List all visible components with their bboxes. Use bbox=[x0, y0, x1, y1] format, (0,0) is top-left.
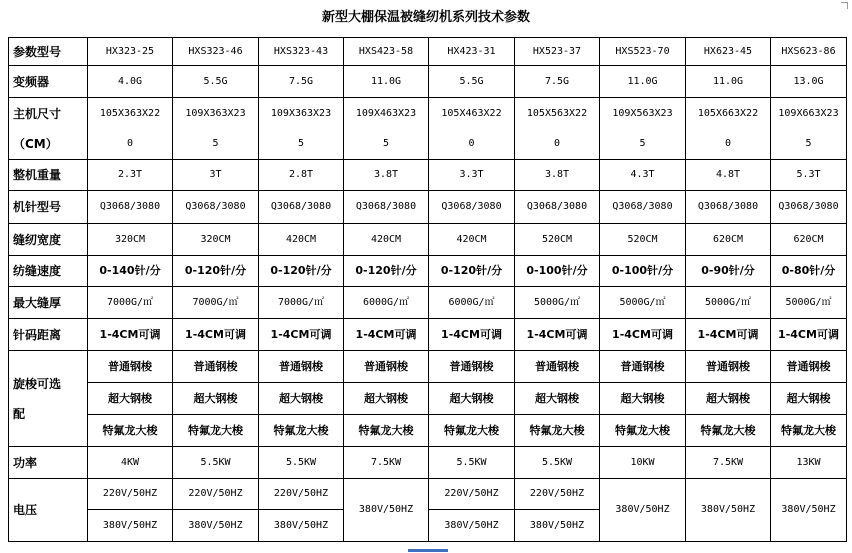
table-cell: 7000G/㎡ bbox=[88, 287, 173, 319]
table-cell: 普通钢梭 bbox=[771, 351, 847, 383]
row-needle bbox=[9, 191, 847, 224]
row-speed bbox=[9, 256, 847, 287]
table-cell: 220V/50HZ bbox=[429, 479, 515, 510]
size-line1: 109X663X23 bbox=[778, 107, 839, 119]
table-cell: Q3068/3080 bbox=[344, 191, 429, 224]
table-cell: 13.0G bbox=[771, 66, 847, 98]
size-line2: 5 bbox=[639, 137, 646, 149]
table-cell: 0-120针/分 bbox=[344, 256, 429, 287]
table-cell: HX523-37 bbox=[515, 38, 600, 66]
row-size bbox=[9, 98, 847, 160]
table-cell: 11.0G bbox=[686, 66, 771, 98]
table-cell: 7.5G bbox=[259, 66, 344, 98]
table-cell: 1-4CM可调 bbox=[173, 319, 259, 351]
table-cell: 超大钢梭 bbox=[259, 383, 344, 415]
table-cell: 超大钢梭 bbox=[173, 383, 259, 415]
row-label bbox=[9, 98, 88, 160]
table-cell bbox=[515, 98, 600, 160]
table-cell: Q3068/3080 bbox=[771, 191, 847, 224]
table-cell: 4KW bbox=[88, 447, 173, 479]
table-cell: 1-4CM可调 bbox=[686, 319, 771, 351]
table-cell: 特氟龙大梭 bbox=[771, 415, 847, 447]
size-line2: 0 bbox=[126, 137, 134, 149]
table-cell: 超大钢梭 bbox=[686, 383, 771, 415]
page-title: 新型大棚保温被缝纫机系列技术参数 bbox=[321, 10, 530, 25]
table-cell: HXS523-70 bbox=[600, 38, 686, 66]
table-cell: 7.5KW bbox=[686, 447, 771, 479]
row-shuttle-1 bbox=[9, 351, 847, 383]
table-cell: 0-120针/分 bbox=[173, 256, 259, 287]
size-line2: 5 bbox=[212, 137, 219, 149]
size-line1: 109X463X23 bbox=[355, 107, 417, 119]
selection-marker bbox=[408, 549, 448, 552]
row-label: 变频器 bbox=[9, 66, 88, 98]
table-cell: 1-4CM可调 bbox=[88, 319, 173, 351]
table-cell: 7.5KW bbox=[344, 447, 429, 479]
size-line1: 105X663X22 bbox=[697, 107, 759, 119]
table-cell: 1-4CM可调 bbox=[771, 319, 847, 351]
table-cell bbox=[173, 98, 259, 160]
table-cell: Q3068/3080 bbox=[515, 191, 600, 224]
table-cell: 普通钢梭 bbox=[88, 351, 173, 383]
table-cell: 11.0G bbox=[600, 66, 686, 98]
table-cell: 1-4CM可调 bbox=[515, 319, 600, 351]
table-cell: 普通钢梭 bbox=[600, 351, 686, 383]
size-line2: 0 bbox=[724, 137, 732, 149]
table-cell: 380V/50HZ bbox=[429, 510, 515, 542]
table-cell: 0-100针/分 bbox=[515, 256, 600, 287]
spec-table bbox=[8, 37, 847, 542]
table-cell: HXS323-43 bbox=[259, 38, 344, 66]
table-cell: 7000G/㎡ bbox=[259, 287, 344, 319]
row-voltage-1 bbox=[9, 479, 847, 510]
table-cell: 420CM bbox=[259, 224, 344, 256]
table-cell: Q3068/3080 bbox=[88, 191, 173, 224]
table-cell: Q3068/3080 bbox=[686, 191, 771, 224]
size-line1: 105X463X22 bbox=[441, 107, 502, 119]
table-cell: 超大钢梭 bbox=[429, 383, 515, 415]
row-label: 整机重量 bbox=[9, 160, 88, 191]
table-cell: 620CM bbox=[686, 224, 771, 256]
table-cell: 4.3T bbox=[600, 160, 686, 191]
table-cell: 特氟龙大梭 bbox=[259, 415, 344, 447]
table-cell: 普通钢梭 bbox=[344, 351, 429, 383]
row-label-line2: 配 bbox=[13, 406, 26, 421]
table-cell: 220V/50HZ bbox=[173, 479, 259, 510]
table-cell: 380V/50HZ bbox=[344, 479, 429, 542]
table-cell: 普通钢梭 bbox=[429, 351, 515, 383]
row-label-line2: （CM） bbox=[13, 136, 58, 151]
table-cell: 220V/50HZ bbox=[88, 479, 173, 510]
table-cell: HXS623-86 bbox=[771, 38, 847, 66]
table-cell: 特氟龙大梭 bbox=[173, 415, 259, 447]
table-cell: 0-90针/分 bbox=[686, 256, 771, 287]
size-line1: 109X363X23 bbox=[185, 107, 246, 119]
table-cell: 380V/50HZ bbox=[173, 510, 259, 542]
table-cell: 5.5G bbox=[173, 66, 259, 98]
table-cell: 6000G/㎡ bbox=[429, 287, 515, 319]
table-cell: Q3068/3080 bbox=[173, 191, 259, 224]
table-cell: 1-4CM可调 bbox=[344, 319, 429, 351]
table-cell: 5.3T bbox=[771, 160, 847, 191]
table-cell: HX323-25 bbox=[88, 38, 173, 66]
size-line2: 5 bbox=[382, 137, 390, 149]
table-cell bbox=[344, 98, 429, 160]
table-cell: 特氟龙大梭 bbox=[600, 415, 686, 447]
size-line2: 0 bbox=[468, 137, 475, 149]
size-line1: 109X563X23 bbox=[612, 107, 673, 119]
table-cell: HX623-45 bbox=[686, 38, 771, 66]
row-label: 针码距离 bbox=[9, 319, 88, 351]
table-cell: 特氟龙大梭 bbox=[344, 415, 429, 447]
row-shuttle-2 bbox=[9, 383, 847, 415]
table-cell: 5000G/㎡ bbox=[515, 287, 600, 319]
row-label: 功率 bbox=[9, 447, 88, 479]
table-cell: 5000G/㎡ bbox=[771, 287, 847, 319]
row-label: 缝纫宽度 bbox=[9, 224, 88, 256]
size-line2: 5 bbox=[297, 137, 305, 149]
table-cell: 3.3T bbox=[429, 160, 515, 191]
table-cell: 620CM bbox=[771, 224, 847, 256]
table-cell: 520CM bbox=[515, 224, 600, 256]
size-line1: 105X363X22 bbox=[99, 107, 161, 119]
table-cell: Q3068/3080 bbox=[600, 191, 686, 224]
table-cell: 1-4CM可调 bbox=[600, 319, 686, 351]
row-weight bbox=[9, 160, 847, 191]
table-cell: 7.5G bbox=[515, 66, 600, 98]
table-cell: 3.8T bbox=[515, 160, 600, 191]
table-cell: 超大钢梭 bbox=[88, 383, 173, 415]
table-cell: 3T bbox=[173, 160, 259, 191]
row-label: 机针型号 bbox=[9, 191, 88, 224]
size-line1: 105X563X22 bbox=[526, 107, 588, 119]
table-cell: 320CM bbox=[88, 224, 173, 256]
table-cell: 5.5KW bbox=[259, 447, 344, 479]
table-cell: HX423-31 bbox=[429, 38, 515, 66]
table-cell: 普通钢梭 bbox=[173, 351, 259, 383]
table-cell bbox=[771, 98, 847, 160]
table-cell: HXS423-58 bbox=[344, 38, 429, 66]
table-cell: 2.3T bbox=[88, 160, 173, 191]
table-cell bbox=[429, 98, 515, 160]
table-cell: 6000G/㎡ bbox=[344, 287, 429, 319]
table-cell: 普通钢梭 bbox=[515, 351, 600, 383]
table-cell: 特氟龙大梭 bbox=[515, 415, 600, 447]
table-cell: 特氟龙大梭 bbox=[429, 415, 515, 447]
row-label: 电压 bbox=[9, 479, 88, 542]
table-cell: 超大钢梭 bbox=[771, 383, 847, 415]
size-line1: 109X363X23 bbox=[270, 107, 332, 119]
row-label: 最大缝厚 bbox=[9, 287, 88, 319]
size-line2: 5 bbox=[805, 137, 812, 149]
table-cell bbox=[600, 98, 686, 160]
row-model bbox=[9, 38, 847, 66]
table-cell: 超大钢梭 bbox=[515, 383, 600, 415]
table-cell: 4.8T bbox=[686, 160, 771, 191]
table-cell: 380V/50HZ bbox=[259, 510, 344, 542]
table-cell: Q3068/3080 bbox=[429, 191, 515, 224]
table-cell: 380V/50HZ bbox=[600, 479, 686, 542]
row-shuttle-3 bbox=[9, 415, 847, 447]
table-cell: 380V/50HZ bbox=[88, 510, 173, 542]
row-label: 参数型号 bbox=[9, 38, 88, 66]
table-cell: 0-120针/分 bbox=[259, 256, 344, 287]
table-cell: 5000G/㎡ bbox=[600, 287, 686, 319]
table-cell: 0-120针/分 bbox=[429, 256, 515, 287]
size-line2: 0 bbox=[553, 137, 561, 149]
table-cell bbox=[88, 98, 173, 160]
table-cell: 220V/50HZ bbox=[259, 479, 344, 510]
table-cell: 普通钢梭 bbox=[259, 351, 344, 383]
row-label: 纺缝速度 bbox=[9, 256, 88, 287]
table-cell: 1-4CM可调 bbox=[259, 319, 344, 351]
table-cell: 520CM bbox=[600, 224, 686, 256]
table-cell: HXS323-46 bbox=[173, 38, 259, 66]
table-cell: 特氟龙大梭 bbox=[686, 415, 771, 447]
table-cell: 超大钢梭 bbox=[600, 383, 686, 415]
row-label bbox=[9, 351, 88, 447]
table-cell: 7000G/㎡ bbox=[173, 287, 259, 319]
table-cell: 380V/50HZ bbox=[771, 479, 847, 542]
table-cell: 220V/50HZ bbox=[515, 479, 600, 510]
table-cell: 4.0G bbox=[88, 66, 173, 98]
table-cell: 特氟龙大梭 bbox=[88, 415, 173, 447]
table-cell: 0-100针/分 bbox=[600, 256, 686, 287]
table-cell: 0-80针/分 bbox=[771, 256, 847, 287]
table-cell: 10KW bbox=[600, 447, 686, 479]
table-cell: 320CM bbox=[173, 224, 259, 256]
table-cell: 5.5KW bbox=[515, 447, 600, 479]
table-cell: 2.8T bbox=[259, 160, 344, 191]
table-cell: 0-140针/分 bbox=[88, 256, 173, 287]
table-cell: 1-4CM可调 bbox=[429, 319, 515, 351]
table-cell bbox=[259, 98, 344, 160]
table-cell bbox=[686, 98, 771, 160]
row-width bbox=[9, 224, 847, 256]
row-stitch bbox=[9, 319, 847, 351]
table-cell: 5.5KW bbox=[429, 447, 515, 479]
table-cell: 13KW bbox=[771, 447, 847, 479]
table-cell: 5.5KW bbox=[173, 447, 259, 479]
table-cell: 420CM bbox=[429, 224, 515, 256]
corner-crop-mark bbox=[841, 2, 848, 9]
row-label-line1: 旋梭可选 bbox=[13, 376, 62, 391]
table-cell: 普通钢梭 bbox=[686, 351, 771, 383]
table-cell: 380V/50HZ bbox=[686, 479, 771, 542]
table-cell: 5.5G bbox=[429, 66, 515, 98]
row-power bbox=[9, 447, 847, 479]
row-thickness bbox=[9, 287, 847, 319]
table-cell: 11.0G bbox=[344, 66, 429, 98]
table-cell: 380V/50HZ bbox=[515, 510, 600, 542]
table-cell: 5000G/㎡ bbox=[686, 287, 771, 319]
table-cell: 超大钢梭 bbox=[344, 383, 429, 415]
row-inverter bbox=[9, 66, 847, 98]
table-cell: Q3068/3080 bbox=[259, 191, 344, 224]
row-label-line1: 主机尺寸 bbox=[13, 106, 62, 121]
table-cell: 3.8T bbox=[344, 160, 429, 191]
table-cell: 420CM bbox=[344, 224, 429, 256]
